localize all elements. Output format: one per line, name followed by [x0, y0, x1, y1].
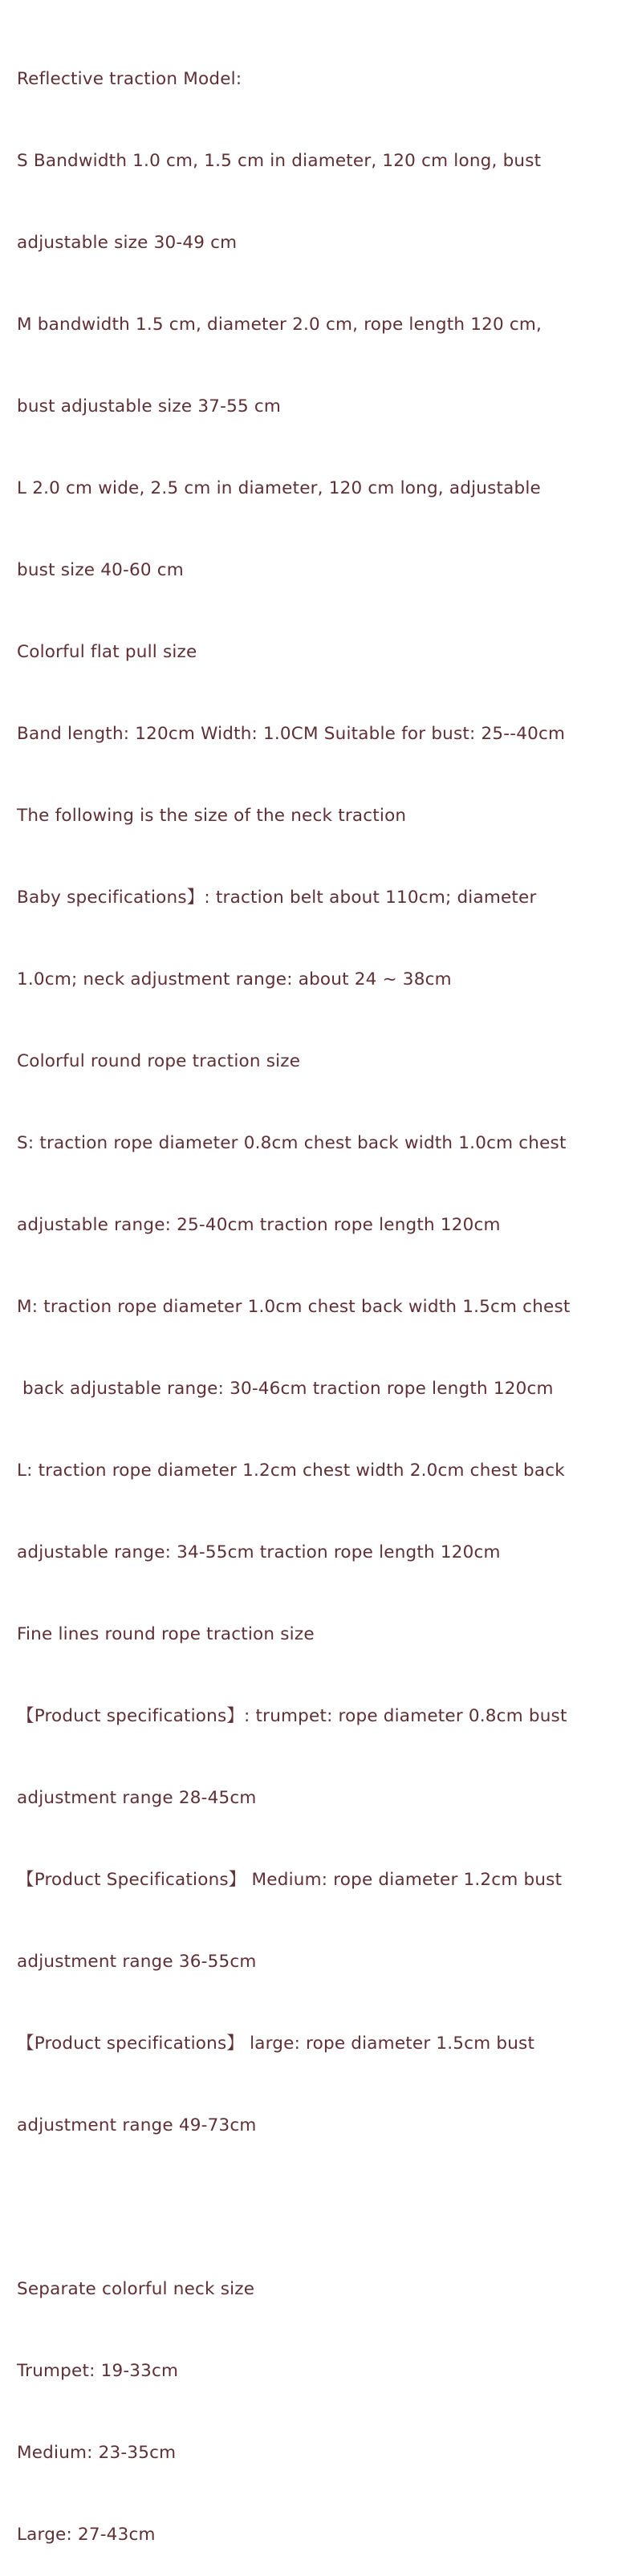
neck-size-large: Large: 27-43cm — [17, 2525, 156, 2545]
reflective-size-m-line-1: M bandwidth 1.5 cm, diameter 2.0 cm, rope length 120 cm, — [17, 315, 542, 335]
reflective-size-l-line-1: L 2.0 cm wide, 2.5 cm in diameter, 120 cm long, adjustable — [17, 478, 541, 498]
neck-size-trumpet: Trumpet: 19-33cm — [17, 2361, 179, 2381]
round-rope-l-line-2: adjustable range: 34-55cm traction rope length 120cm — [17, 1542, 501, 1562]
heading-colorful-round-rope-traction-size: Colorful round rope traction size — [17, 1051, 301, 1071]
round-rope-l-line-1: L: traction rope diameter 1.2cm chest width 2.0cm chest back — [17, 1461, 565, 1481]
fine-rope-medium-line-1: 【Product Specifications】 Medium: rope diameter 1.2cm bust — [17, 1870, 563, 1890]
heading-fine-lines-round-rope-traction-size: Fine lines round rope traction size — [17, 1624, 315, 1644]
fine-rope-trumpet-line-1: 【Product specifications】: trumpet: rope diameter 0.8cm bust — [17, 1706, 567, 1726]
flat-pull-spec-line: Band length: 120cm Width: 1.0CM Suitable for bust: 25--40cm — [17, 724, 566, 744]
round-rope-s-line-1: S: traction rope diameter 0.8cm chest back width 1.0cm chest — [17, 1133, 567, 1153]
reflective-size-l-line-2: bust size 40-60 cm — [17, 560, 184, 580]
fine-rope-large-line-2: adjustment range 49-73cm — [17, 2115, 257, 2135]
neck-size-medium: Medium: 23-35cm — [17, 2443, 177, 2463]
blank-spacer-line — [17, 2194, 635, 2221]
round-rope-m-line-2: back adjustable range: 30-46cm traction rope length 120cm — [17, 1379, 554, 1399]
round-rope-s-line-2: adjustable range: 25-40cm traction rope length 120cm — [17, 1215, 501, 1235]
heading-neck-traction-size: The following is the size of the neck traction — [17, 806, 407, 826]
fine-rope-medium-line-2: adjustment range 36-55cm — [17, 1952, 257, 1972]
size-specification-document — [17, 11, 635, 2576]
round-rope-m-line-1: M: traction rope diameter 1.0cm chest back width 1.5cm chest — [17, 1297, 571, 1317]
reflective-size-s-line-2: adjustable size 30-49 cm — [17, 233, 238, 253]
baby-spec-line-1: Baby specifications】: traction belt about 110cm; diameter — [17, 888, 537, 908]
reflective-size-m-line-2: bust adjustable size 37-55 cm — [17, 396, 282, 416]
fine-rope-large-line-1: 【Product specifications】 large: rope diameter 1.5cm bust — [17, 2034, 535, 2054]
baby-spec-line-2: 1.0cm; neck adjustment range: about 24 ~ 38cm — [17, 969, 452, 989]
heading-separate-colorful-neck-size: Separate colorful neck size — [17, 2279, 255, 2299]
reflective-size-s-line-1: S Bandwidth 1.0 cm, 1.5 cm in diameter, 120 cm long, bust — [17, 151, 542, 171]
heading-reflective-traction-model: Reflective traction Model: — [17, 69, 242, 89]
heading-colorful-flat-pull-size: Colorful flat pull size — [17, 642, 197, 662]
fine-rope-trumpet-line-2: adjustment range 28-45cm — [17, 1788, 257, 1808]
